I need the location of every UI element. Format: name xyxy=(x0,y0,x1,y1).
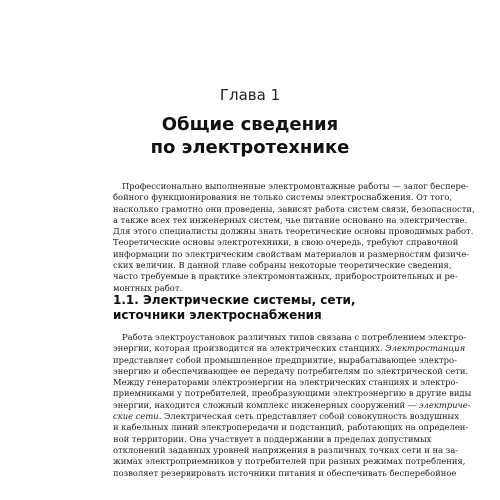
emphasized-term: ские сети xyxy=(113,411,159,422)
emphasized-term: электриче- xyxy=(418,399,471,410)
text-line: представляет собой промышленное предприятие, вырабатывающее электро- xyxy=(113,354,457,365)
text-line xyxy=(113,411,459,422)
text-run: . Электрическая сеть представляет собой совокупность воздушных xyxy=(158,411,459,422)
text-line: Между генераторами электроэнергии на электрических станциях и электро- xyxy=(113,377,459,388)
text-line: информации по электрическим свойствам материалов и размерностям физиче- xyxy=(113,248,470,259)
text-run: энергии, которая производится на электрических станциях. xyxy=(113,343,383,354)
text-line: бойного функционирования не только системы электроснабжения. От того, xyxy=(113,192,453,203)
text-line: часто требуемые в практике электромонтажных, приборостроительных и ре- xyxy=(113,271,458,282)
text-line: Для этого специалисты должны знать теоретические основы проводимых работ. xyxy=(113,226,474,237)
text-line: приемниками у потребителей, преобразующими электроэнергию в другие виды xyxy=(113,388,472,399)
intro-paragraph xyxy=(113,181,475,294)
text-line: энергию и обеспечивающее ее передачу потребителям по электрической сети. xyxy=(113,365,469,376)
chapter-title xyxy=(0,113,500,159)
emphasized-term: Электростанция xyxy=(385,343,466,354)
chapter-title-line: по электротехнике xyxy=(150,137,350,158)
section-heading xyxy=(113,293,413,323)
text-line: а также всех тех инженерных систем, чье питание основано на электричестве. xyxy=(113,214,468,225)
chapter-title-line: Общие сведения xyxy=(161,114,339,135)
text-line xyxy=(113,343,466,354)
section-heading-line: источники электроснабжения xyxy=(113,308,322,322)
text-line: жимах электроприемников у потребителей при разных режимах потребления, xyxy=(113,456,466,467)
text-line: Профессионально выполненные электромонтажные работы — залог беспере- xyxy=(122,181,469,191)
text-line xyxy=(113,399,471,411)
text-line: Теоретические основы электротехники, в свою очередь, требуют справочной xyxy=(113,237,459,248)
text-line: позволяет резервировать источники питания и обеспечивать бесперебойное xyxy=(113,467,457,478)
body-paragraph xyxy=(113,332,472,479)
chapter-label: Глава 1 xyxy=(219,86,281,104)
text-line: Работа электроустановок различных типов связана с потреблением электро- xyxy=(122,332,467,342)
text-line: монтных работ. xyxy=(113,282,183,293)
text-line: ских величин. В данной главе собраны некоторые теоретические сведения, xyxy=(113,260,452,271)
text-line: насколько грамотно они проведены, зависят работа систем связи, безопасности, xyxy=(113,203,475,214)
text-line: и кабельных линий электропередачи и подстанций, работающих на определен- xyxy=(113,422,469,433)
text-run: энергии, находится сложный комплекс инженерных сооружений — xyxy=(113,399,417,410)
text-line: ной территории. Она участвует в поддержании в пределах допустимых xyxy=(113,433,432,444)
section-heading-line: 1.1. Электрические системы, сети, xyxy=(113,293,356,307)
text-line: отклонений заданных уровней напряжения в различных точках сети и на за- xyxy=(113,444,459,455)
